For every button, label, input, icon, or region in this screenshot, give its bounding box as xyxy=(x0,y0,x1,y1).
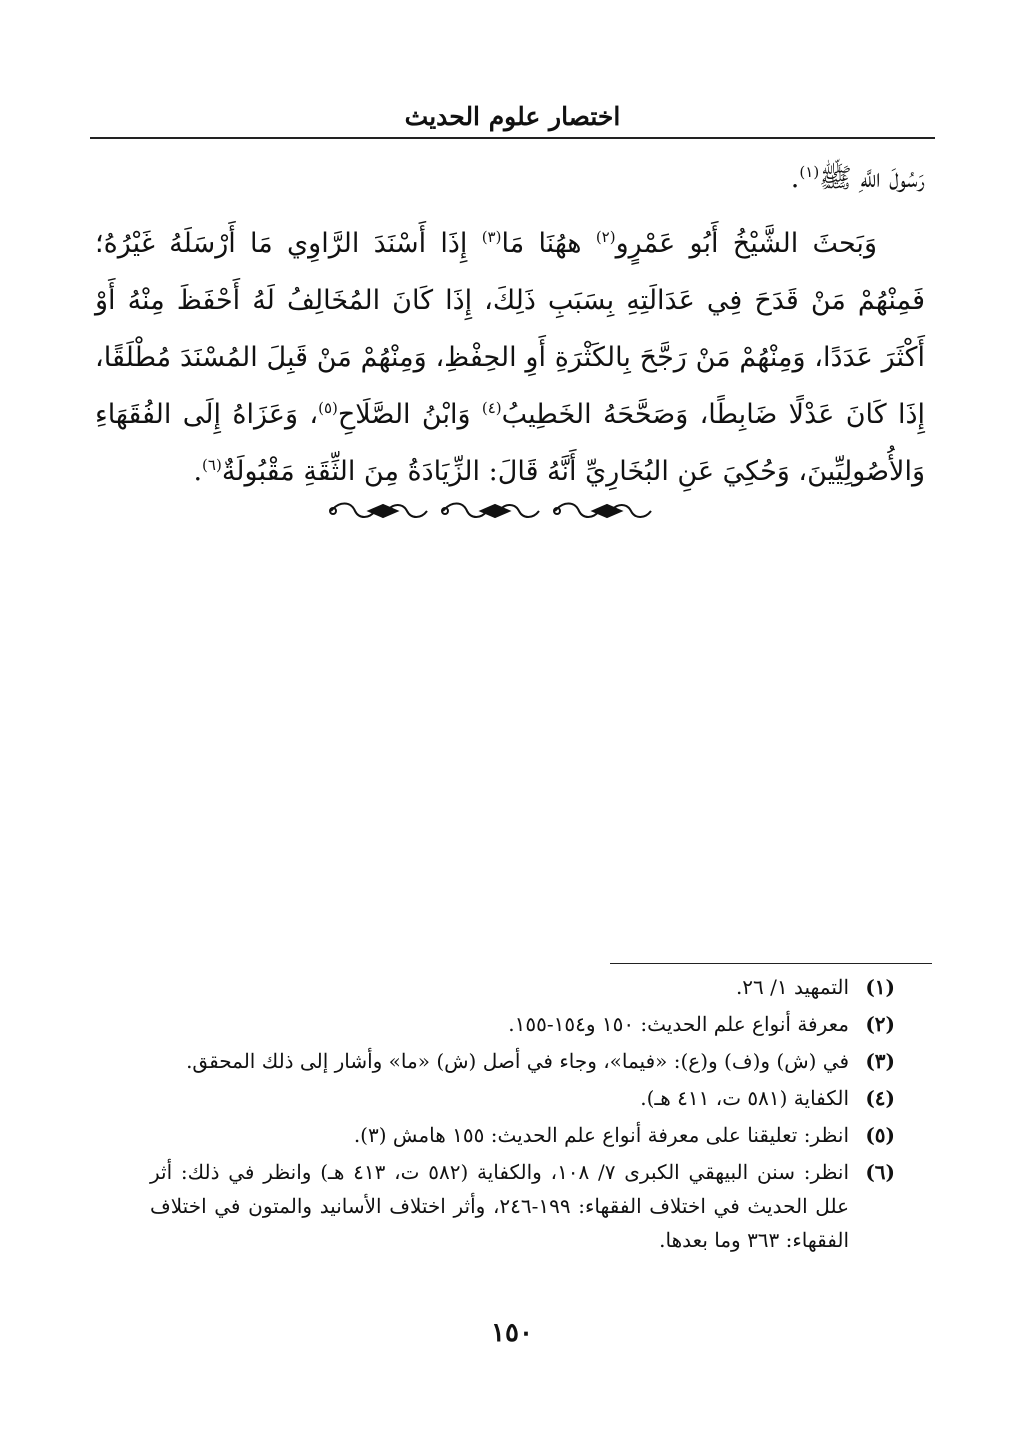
ornament-flourish xyxy=(442,504,539,518)
footnote-item xyxy=(150,1118,895,1152)
footnotes xyxy=(150,970,895,1260)
footnote-item xyxy=(150,1081,895,1115)
paragraph xyxy=(95,215,925,500)
footnote-item xyxy=(150,970,895,1004)
paragraph-text: وَبَحثَ الشَّيْخُ أَبُو عَمْرٍو xyxy=(615,228,877,259)
section-divider-ornament xyxy=(325,497,655,525)
footnote-item xyxy=(150,1155,895,1257)
footnote-text: انظر: تعليقنا على معرفة أنواع علم الحديث: ١٥٥ هامش (٣). xyxy=(353,1123,849,1147)
paragraph-end: . xyxy=(193,456,203,487)
page-number: ١٥٠ xyxy=(491,1318,533,1348)
paragraph xyxy=(95,150,925,207)
ornament-flourish xyxy=(554,504,651,518)
paragraph-end: . xyxy=(790,163,800,194)
footnote-item xyxy=(150,1044,895,1078)
paragraph-text: إِذَا أَسْنَدَ الرَّاوِي مَا أَرْسَلَهُ غَيْرُهُ؛ فَمِنْهُمْ مَنْ قَدَحَ فِي عَدَالَتِهِ بِسَبَبِ ذَلِكَ، إِذَا كَانَ المُخَالِفُ لَهُ أَحْفَظَ مِنْهُ أَوْ أَكْثَرَ عَدَدًا، وَمِنْهُمْ مَنْ رَجَّحَ بِالكَثْرَةِ أَوِ الحِفْظِ، وَمِنْهُمْ مَنْ قَبِلَ المُسْنَدَ مُطْلَقًا، إِذَا كَانَ عَدْلًا ضَابِطًا، وَصَحَّحَهُ الخَطِيبُ xyxy=(95,228,925,430)
ornament-flourish xyxy=(330,504,427,518)
main-text xyxy=(95,150,925,500)
footnote-text: انظر: سنن البيهقي الكبرى ٧/ ١٠٨، والكفاية (٥٨٢ ت، ٤١٣ هـ) وانظر في ذلك: أثر علل الحديث في اختلاف الفقهاء: ١٩٩-٢٤٦، وأثر اختلاف الأسانيد والمتون في اختلاف الفقهاء: ٣٦٣ وما بعدها. xyxy=(150,1160,850,1252)
footnote-number: (٤) xyxy=(865,1086,895,1110)
running-title: اختصار علوم الحديث xyxy=(404,102,621,131)
footnote-ref[interactable]: (١) xyxy=(799,163,820,181)
paragraph-text: وَابْنُ الصَّلَاحِ xyxy=(337,399,482,430)
footnote-ref[interactable]: (٥) xyxy=(318,399,338,417)
footnote-text: التمهيد ١/ ٢٦. xyxy=(735,975,849,999)
footnote-text: الكفاية (٥٨١ ت، ٤١١ هـ). xyxy=(640,1086,849,1110)
footnote-number: (٣) xyxy=(865,1049,895,1073)
header-rule xyxy=(90,137,935,139)
footnote-ref[interactable]: (٣) xyxy=(481,228,502,246)
footnote-text: معرفة أنواع علم الحديث: ١٥٠ و١٥٤-١٥٥. xyxy=(508,1012,849,1036)
footnote-ref[interactable]: (٤) xyxy=(481,399,502,417)
footnote-number: (٥) xyxy=(865,1123,895,1147)
footnote-ref[interactable]: (٦) xyxy=(202,456,222,474)
footnote-item xyxy=(150,1007,895,1041)
footnote-text: في (ش) و(ف) و(ع): «فيما»، وجاء في أصل (ش) «ما» وأشار إلى ذلك المحقق. xyxy=(186,1049,849,1073)
footnote-rule xyxy=(610,963,932,964)
paragraph-text: ، وَعَزَاهُ إِلَى الفُقَهَاءِ وَالأُصُولِيِّينَ، وَحُكِيَ عَنِ البُخَارِيِّ أَنَّهُ قَالَ: الزِّيَادَةُ مِنَ الثِّقَةِ مَقْبُولَةٌ xyxy=(95,399,925,487)
footnote-number: (١) xyxy=(865,975,895,999)
paragraph-text: رَسُولَ اللَّهِ ﷺ xyxy=(819,163,925,194)
footnote-ref[interactable]: (٢) xyxy=(595,228,616,246)
footnote-number: (٢) xyxy=(865,1012,895,1036)
paragraph-text: ههُنَا مَا xyxy=(501,228,596,259)
footnote-number: (٦) xyxy=(865,1160,895,1184)
